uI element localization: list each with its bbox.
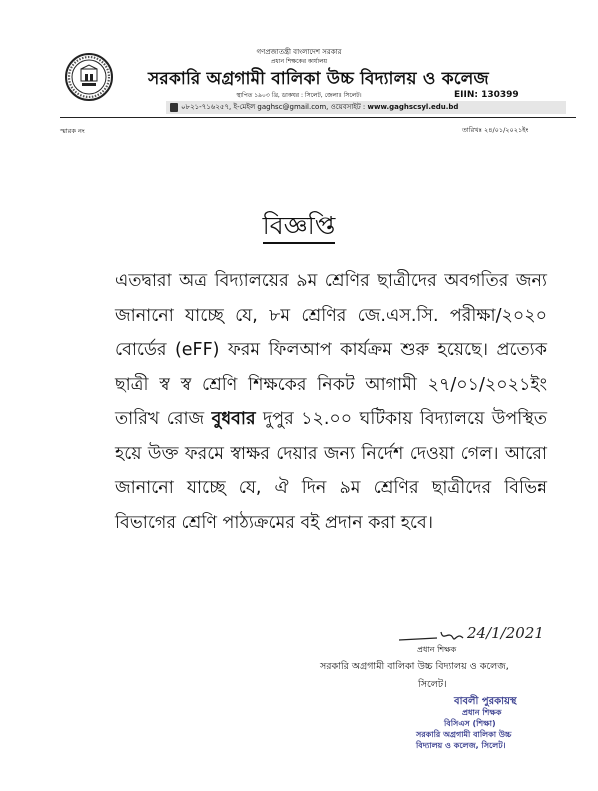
notice-title (0, 206, 598, 249)
stamp-line1: সরকারি অগ্রগামী বালিকা উচ্চ (416, 730, 512, 739)
stamp-qualification: বিসিএস (শিক্ষা) (444, 719, 496, 728)
signatory-city: সিলেট। (418, 679, 447, 690)
contact-details: ০৮২১-৭১৬২৫৭, ই-মেইল gaghsc@gmail.com, ওয়েবসাইট : (181, 103, 366, 111)
government-line: গণপ্রজাতন্ত্রী বাংলাদেশ সরকার (256, 48, 342, 56)
website-link[interactable]: www.gaghscsyl.edu.bd (367, 103, 459, 111)
stamp-name: বাবলী পুরকায়স্থ (454, 696, 517, 707)
notice-date: তারিখঃ ২৪/০১/২০২১ইং (462, 126, 529, 134)
notice-body-part1: এতদ্বারা অত্র বিদ্যালয়ের ৯ম শ্রেণির ছাত্রীদের অবগতির জন্য জানানো যাচ্ছে যে, ৮ম শ্রেণির জে.এস.সি. পরীক্ষা/২০২০ বোর্ডের (eFF) ফরম ফিলআপ কার্যক্রম শুরু হয়েছে। প্রত্যেক ছাত্রী স্ব স্ব শ্রেণি শিক্ষকের নিকট আগামী ২৭/০১/২০২১ইং তারিখ রোজ (115, 271, 547, 429)
school-name: সরকারি অগ্রগামী বালিকা উচ্চ বিদ্যালয় ও কলেজ (148, 69, 489, 89)
notice-body-day: বুধবার (211, 409, 256, 429)
contact-bar (166, 101, 566, 114)
signatory-school: সরকারি অগ্রগামী বালিকা উচ্চ বিদ্যালয় ও কলেজ, (320, 661, 509, 672)
reference-number: স্মারক নং (60, 127, 85, 135)
header-divider (60, 117, 576, 118)
phone-icon (170, 103, 178, 112)
office-line: প্রধান শিক্ষকের কার্যালয় (270, 58, 328, 65)
signatory-title: প্রধান শিক্ষক (417, 645, 457, 654)
stamp-designation: প্রধান শিক্ষক (462, 708, 502, 717)
signature-date: 24/1/2021 (467, 624, 544, 642)
notice-body-part2: দুপুর ১২.০০ ঘটিকায় বিদ্যালয়ে উপস্থিত হয়ে উক্ত ফরমে স্বাক্ষর দেয়ার জন্য নির্দেশ দেওয়া গেল। আরো জানানো যাচ্ছে যে, ঐ দিন ৯ম শ্রেণির ছাত্রীদের বিভিন্ন বিভাগের শ্রেণি পাঠ্যক্রমের বই প্রদান করা হবে। (115, 409, 547, 533)
notice-body (115, 264, 547, 540)
founded-address: স্থাপিত ১৯০৩ খ্রি, ডাকঘর : সিলেট, জেলাঃ সিলেট। (236, 92, 362, 99)
eiin-number: EIIN: 130399 (454, 90, 519, 100)
stamp-line2: বিদ্যালয় ও কলেজ, সিলেট। (416, 741, 506, 750)
notice-title-text: বিজ্ঞপ্তি (263, 211, 336, 244)
